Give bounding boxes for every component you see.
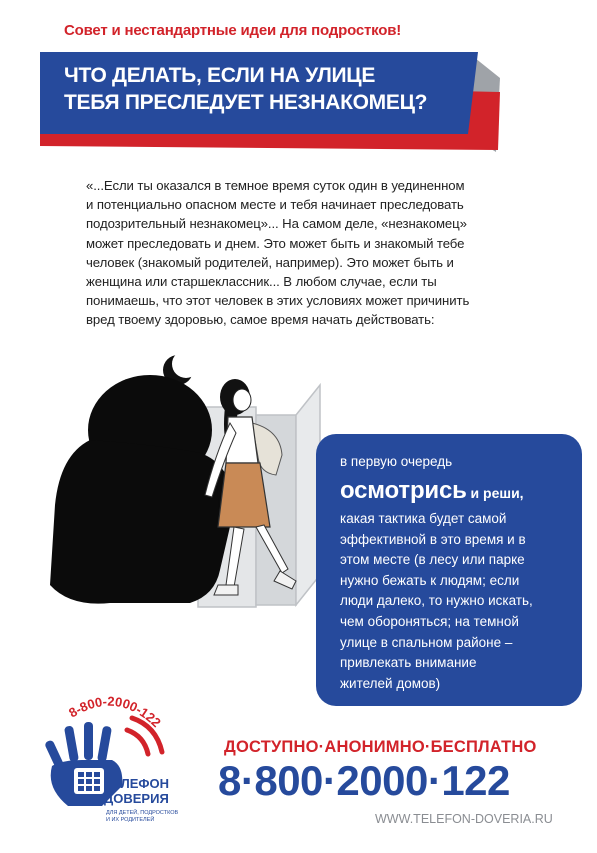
tip-line: чем обороняться; на темной — [340, 613, 519, 629]
title-line-2: ТЕБЯ ПРЕСЛЕДУЕТ НЕЗНАКОМЕЦ? — [64, 91, 428, 114]
logo-name-1: ТЕЛЕФОН — [104, 776, 169, 791]
intro-line: женщина или старшеклассник... В любом случае, если ты — [86, 274, 437, 290]
intro-line: понимаешь, что этот человек в этих условиях может причинить — [86, 293, 470, 309]
intro-line: подозрительный незнакомец»... На самом деле, «незнакомец» — [86, 216, 467, 232]
tip-line: эффективной в это время и в — [340, 531, 526, 547]
tip-box — [316, 434, 582, 706]
intro-line: может преследовать и днем. Это может быть и знакомый тебе — [86, 235, 465, 251]
tip-line: привлекать внимание — [340, 655, 477, 671]
logo-caption-1: ДЛЯ ДЕТЕЙ, ПОДРОСТКОВ — [106, 810, 179, 816]
tip-line: какая тактика будет самой — [340, 511, 507, 526]
stalker-illustration — [30, 345, 330, 645]
intro-line: и потенциально опасном месте и тебя начинает преследовать — [86, 197, 464, 213]
helpline-logo — [32, 688, 197, 838]
page-title — [64, 62, 484, 116]
subtitle: Совет и нестандартные идеи для подростков! — [64, 22, 402, 39]
intro-line: человек (знакомый родителей, например). Это может быть и — [86, 254, 454, 270]
logo-caption-2: И ИХ РОДИТЕЛЕЙ — [106, 817, 155, 823]
tip-keyword-line — [340, 477, 580, 504]
tip-line: нужно бежать к людям; если — [340, 572, 520, 588]
intro-paragraph — [86, 176, 556, 330]
intro-line: «...Если ты оказался в темное время суток один в уединенном — [86, 178, 465, 193]
title-line-1: ЧТО ДЕЛАТЬ, ЕСЛИ НА УЛИЦЕ — [64, 64, 376, 87]
tip-keyword: осмотрись — [340, 477, 467, 504]
intro-line: вред твоему здоровью, самое время начать действовать: — [86, 312, 435, 328]
tip-keyword-rest: и реши, — [466, 485, 524, 501]
tip-line: люди далеко, то нужно искать, — [340, 593, 533, 609]
phone-number[interactable]: 8·800·2000·122 — [218, 757, 510, 804]
logo-name-2: ДОВЕРИЯ — [104, 791, 169, 806]
slogan: ДОСТУПНО·АНОНИМНО·БЕСПЛАТНО — [224, 738, 537, 756]
tip-line: улице в спальном районе – — [340, 634, 513, 650]
tip-text — [340, 509, 576, 694]
logo-number: 8-800-2000-122 — [66, 693, 164, 731]
tip-intro: в первую очередь — [340, 454, 453, 469]
tip-line: жителей домов) — [340, 675, 441, 691]
website-link[interactable]: WWW.TELEFON-DOVERIA.RU — [375, 812, 553, 826]
tip-line: этом месте (в лесу или парке — [340, 552, 525, 568]
